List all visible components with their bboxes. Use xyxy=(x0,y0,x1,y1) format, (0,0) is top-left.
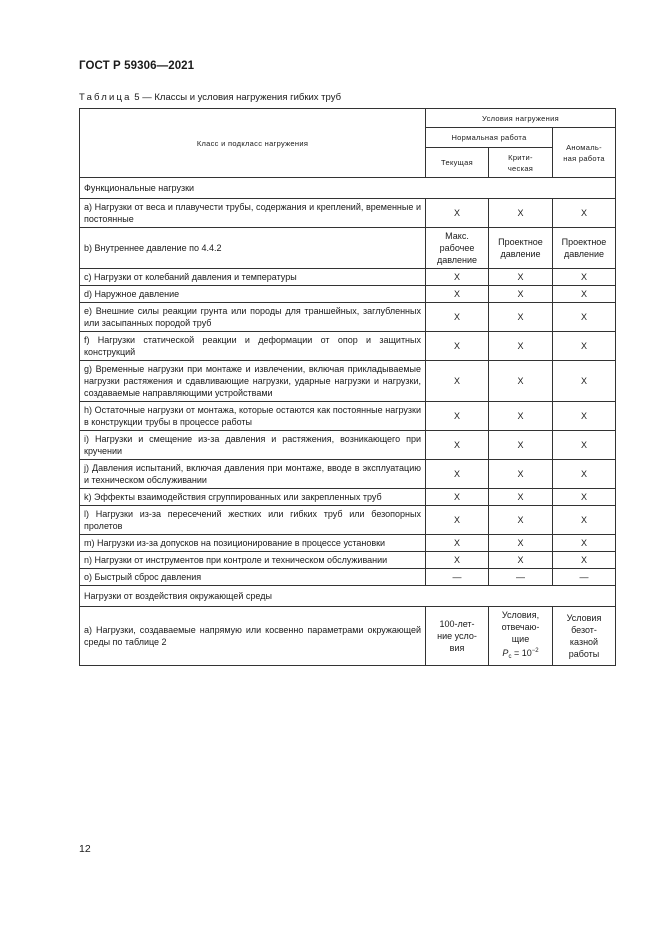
abnormal-value xyxy=(553,460,616,489)
critical-value xyxy=(489,506,553,535)
abnormal-value-text: X xyxy=(580,469,587,479)
current-value-text: X xyxy=(453,440,460,450)
abnormal-value xyxy=(553,431,616,460)
current-value-text: 100-лет- ние усло- вия xyxy=(437,619,477,653)
critical-value xyxy=(489,569,553,586)
table-row xyxy=(80,199,616,228)
current-value-text: X xyxy=(453,515,460,525)
current-value-text: X xyxy=(453,538,460,548)
current-value xyxy=(426,460,489,489)
class-header-cell: Класс и подкласс нагружения xyxy=(80,109,426,178)
section-title: Функциональные нагрузки xyxy=(80,178,616,199)
critical-value-text: X xyxy=(517,376,524,386)
abnormal-value-text: X xyxy=(580,272,587,282)
critical-value-text: X xyxy=(517,289,524,299)
abnormal-value-text: X xyxy=(580,515,587,525)
page-number: 12 xyxy=(79,843,91,855)
load-class-label: o) Быстрый сброс давления xyxy=(80,569,426,586)
critical-value xyxy=(489,199,553,228)
current-value-text: X xyxy=(453,208,460,218)
current-value xyxy=(426,402,489,431)
abnormal-value xyxy=(553,402,616,431)
current-value-text: X xyxy=(453,492,460,502)
critical-value xyxy=(489,361,553,402)
current-value xyxy=(426,431,489,460)
current-value xyxy=(426,303,489,332)
abnormal-value xyxy=(553,489,616,506)
section-row xyxy=(80,586,616,607)
section-row xyxy=(80,178,616,199)
current-value-text: X xyxy=(453,272,460,282)
abnormal-value xyxy=(553,552,616,569)
abnormal-value xyxy=(553,269,616,286)
current-value-text: X xyxy=(453,469,460,479)
critical-value-text: X xyxy=(517,538,524,548)
critical-value xyxy=(489,535,553,552)
abnormal-value xyxy=(553,569,616,586)
current-value xyxy=(426,569,489,586)
critical-value xyxy=(489,402,553,431)
table-row xyxy=(80,460,616,489)
document-header: ГОСТ Р 59306—2021 xyxy=(79,60,195,72)
abnormal-value-text: X xyxy=(580,289,587,299)
critical-value xyxy=(489,431,553,460)
current-value xyxy=(426,552,489,569)
caption-number: 5 xyxy=(134,92,140,103)
critical-value-text: X xyxy=(517,469,524,479)
current-value xyxy=(426,269,489,286)
abnormal-value xyxy=(553,535,616,552)
table-row xyxy=(80,431,616,460)
critical-value-text: X xyxy=(517,272,524,282)
table-row xyxy=(80,552,616,569)
abnormal-value xyxy=(553,332,616,361)
load-class-label: d) Наружное давление xyxy=(80,286,426,303)
load-class-label: g) Временные нагрузки при монтаже и извлечении, включая прикладываемые нагрузки растяжения и сдавливающие нагрузки, ударные нагрузки и нагрузки, создаваемые направляющими устройствами xyxy=(80,361,426,402)
load-class-label: h) Остаточные нагрузки от монтажа, которые остаются как постоянные нагрузки в конструкции трубы в процессе работы xyxy=(80,402,426,431)
critical-value xyxy=(489,332,553,361)
critical-value-text: Проектное давление xyxy=(498,237,543,259)
current-value xyxy=(426,361,489,402)
critical-header: Крити- ческая xyxy=(489,148,553,178)
abnormal-value xyxy=(553,303,616,332)
abnormal-value-text: X xyxy=(580,555,587,565)
abnormal-value-text: X xyxy=(580,411,587,421)
abnormal-value-text: X xyxy=(580,208,587,218)
probability-formula xyxy=(490,645,551,663)
table-row xyxy=(80,607,616,666)
critical-value-text: X xyxy=(517,555,524,565)
table-row xyxy=(80,569,616,586)
load-class-label: n) Нагрузки от инструментов при контроле и техническом обслуживании xyxy=(80,552,426,569)
critical-value-text: — xyxy=(516,572,525,582)
table-row xyxy=(80,535,616,552)
critical-value-text: X xyxy=(517,492,524,502)
load-class-label: b) Внутреннее давление по 4.4.2 xyxy=(80,228,426,269)
table-body xyxy=(80,178,616,666)
section-title: Нагрузки от воздействия окружающей среды xyxy=(80,586,616,607)
table-row xyxy=(80,489,616,506)
current-value xyxy=(426,286,489,303)
load-class-label: m) Нагрузки из-за допусков на позиционирование в процессе установки xyxy=(80,535,426,552)
critical-value xyxy=(489,460,553,489)
critical-value-text: X xyxy=(517,208,524,218)
current-value-text: X xyxy=(453,555,460,565)
critical-value-text: X xyxy=(517,411,524,421)
table-row xyxy=(80,506,616,535)
abnormal-value-text: Проектное давление xyxy=(561,237,607,259)
abnormal-header: Аномаль- ная работа xyxy=(553,128,616,178)
abnormal-value-text: X xyxy=(580,341,587,351)
abnormal-value xyxy=(553,361,616,402)
critical-value xyxy=(489,489,553,506)
table-row xyxy=(80,361,616,402)
critical-value xyxy=(489,552,553,569)
formula-symbol: P xyxy=(502,648,509,658)
load-class-label: l) Нагрузки из-за пересечений жестких или гибких труб или безопорных пролетов xyxy=(80,506,426,535)
current-value-text: X xyxy=(453,341,460,351)
current-value xyxy=(426,607,489,666)
load-class-label: j) Давления испытаний, включая давления при монтаже, вводе в эксплуатацию и техническом обслуживании xyxy=(80,460,426,489)
abnormal-value xyxy=(553,506,616,535)
abnormal-value xyxy=(553,607,616,666)
load-class-label: e) Внешние силы реакции грунта или породы для траншейных, заглубленных или засыпанных породой труб xyxy=(80,303,426,332)
critical-value xyxy=(489,303,553,332)
critical-value-text: Условия, отвечаю- щие xyxy=(501,610,540,644)
formula-subscript: c xyxy=(508,654,512,660)
critical-value-text: X xyxy=(517,440,524,450)
current-value-text: X xyxy=(453,312,460,322)
critical-value-text: X xyxy=(517,341,524,351)
current-value-text: X xyxy=(453,376,460,386)
table-head xyxy=(80,109,616,178)
table-row xyxy=(80,269,616,286)
load-class-label: f) Нагрузки статической реакции и деформации от опор и защитных конструкций xyxy=(80,332,426,361)
abnormal-value-text: X xyxy=(580,312,587,322)
critical-value xyxy=(489,269,553,286)
load-classes-table xyxy=(79,108,616,666)
abnormal-value-text: X xyxy=(580,376,587,386)
current-value-text: — xyxy=(452,572,462,582)
current-header: Текущая xyxy=(426,148,489,178)
abnormal-value-text: X xyxy=(580,538,587,548)
abnormal-value-text: Условия безот- казной работы xyxy=(566,613,602,659)
current-value-text: X xyxy=(453,289,460,299)
table-row xyxy=(80,332,616,361)
normal-operation-header: Нормальная работа xyxy=(426,128,553,148)
critical-value xyxy=(489,607,553,666)
current-value xyxy=(426,535,489,552)
current-value xyxy=(426,332,489,361)
load-class-label: i) Нагрузки и смещение из-за давления и растяжения, возникающего при кручении xyxy=(80,431,426,460)
current-value xyxy=(426,489,489,506)
caption-text: — Классы и условия нагружения гибких труб xyxy=(142,92,342,103)
critical-value xyxy=(489,286,553,303)
current-value-text: X xyxy=(453,411,460,421)
current-value-text: Макс. рабочее давление xyxy=(436,231,478,265)
current-value xyxy=(426,506,489,535)
load-class-label: a) Нагрузки от веса и плавучести трубы, содержания и креплений, временные и постоянные xyxy=(80,199,426,228)
load-class-label: a) Нагрузки, создаваемые напрямую или косвенно параметрами окружающей среды по таблице 2 xyxy=(80,607,426,666)
current-value xyxy=(426,228,489,269)
critical-value xyxy=(489,228,553,269)
abnormal-value-text: X xyxy=(580,440,587,450)
critical-value-text: X xyxy=(517,312,524,322)
abnormal-value-text: X xyxy=(580,492,587,502)
abnormal-value xyxy=(553,199,616,228)
current-value xyxy=(426,199,489,228)
critical-value-text: X xyxy=(517,515,524,525)
caption-label: Таблица xyxy=(79,92,132,103)
load-conditions-header: Условия нагружения xyxy=(426,109,616,128)
abnormal-value xyxy=(553,228,616,269)
abnormal-value-text: — xyxy=(579,572,589,582)
formula-exponent: −2 xyxy=(531,648,539,654)
abnormal-value xyxy=(553,286,616,303)
table-row xyxy=(80,303,616,332)
table-row xyxy=(80,228,616,269)
table-row xyxy=(80,402,616,431)
table-row xyxy=(80,286,616,303)
load-class-label: k) Эффекты взаимодействия сгруппированных или закрепленных труб xyxy=(80,489,426,506)
load-class-label: c) Нагрузки от колебаний давления и температуры xyxy=(80,269,426,286)
formula-equals: = 10 xyxy=(511,648,532,658)
table-caption xyxy=(79,92,341,103)
